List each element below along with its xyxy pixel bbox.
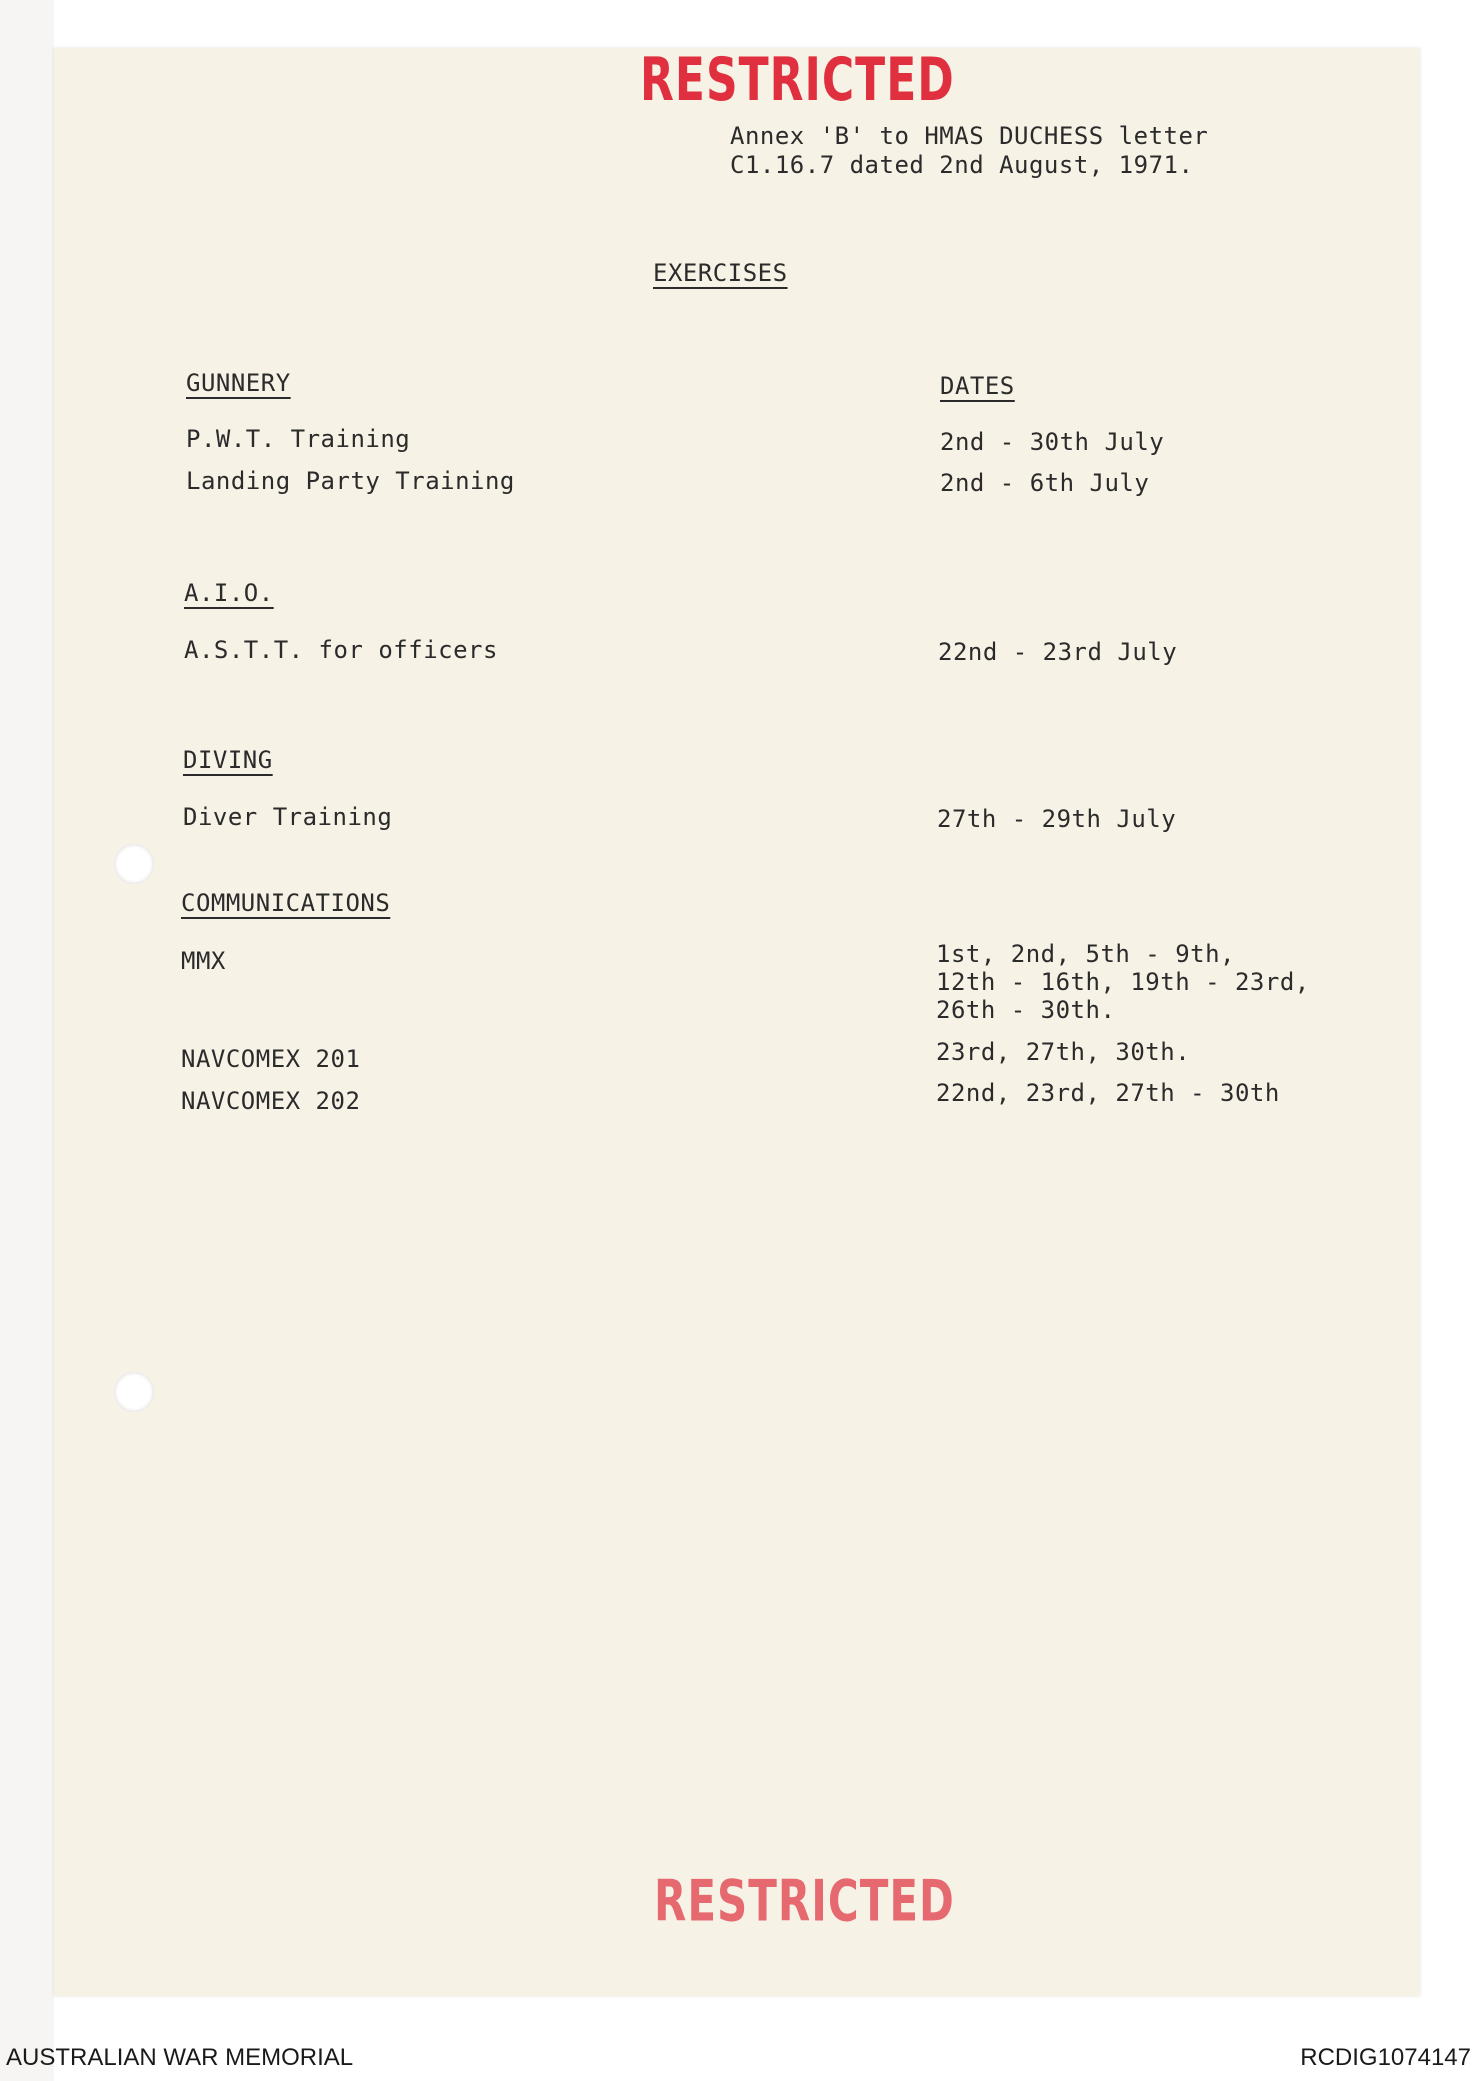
exercise-label: Diver Training [183,803,393,831]
document-page [54,48,1420,1996]
restricted-stamp-bottom: RESTRICTED [654,1868,955,1935]
section-heading-diving: DIVING [183,746,273,774]
exercise-dates: 22nd, 23rd, 27th - 30th [936,1079,1280,1107]
scan-margin [0,0,54,2081]
exercise-label: NAVCOMEX 202 [181,1087,361,1115]
dates-column-heading: DATES [940,372,1015,400]
exercise-dates-line: 12th - 16th, 19th - 23rd, [936,968,1310,996]
exercise-label: P.W.T. Training [186,425,411,453]
punch-hole-top [114,844,154,884]
exercise-label: MMX [181,947,226,975]
exercise-dates: 2nd - 6th July [940,469,1150,497]
exercise-dates: 2nd - 30th July [940,428,1165,456]
annex-reference-line-1: Annex 'B' to HMAS DUCHESS letter [730,122,1209,150]
footer-archive-name: AUSTRALIAN WAR MEMORIAL [6,2044,354,2071]
exercise-dates-line: 1st, 2nd, 5th - 9th, [936,940,1235,968]
exercise-label: A.S.T.T. for officers [184,636,498,664]
punch-hole-bottom [114,1372,154,1412]
exercise-label: Landing Party Training [186,467,515,495]
exercise-dates: 27th - 29th July [937,805,1177,833]
annex-reference-line-2: C1.16.7 dated 2nd August, 1971. [730,151,1194,179]
page-title: EXERCISES [653,259,788,287]
section-heading-communications: COMMUNICATIONS [181,889,391,917]
section-heading-aio: A.I.O. [184,579,274,607]
footer-record-id: RCDIG1074147 [1300,2044,1471,2071]
restricted-stamp-top: RESTRICTED [640,46,955,115]
exercise-label: NAVCOMEX 201 [181,1045,361,1073]
section-heading-gunnery: GUNNERY [186,369,291,397]
exercise-dates: 22nd - 23rd July [938,638,1178,666]
exercise-dates-line: 26th - 30th. [936,996,1116,1024]
exercise-dates: 23rd, 27th, 30th. [936,1038,1191,1066]
